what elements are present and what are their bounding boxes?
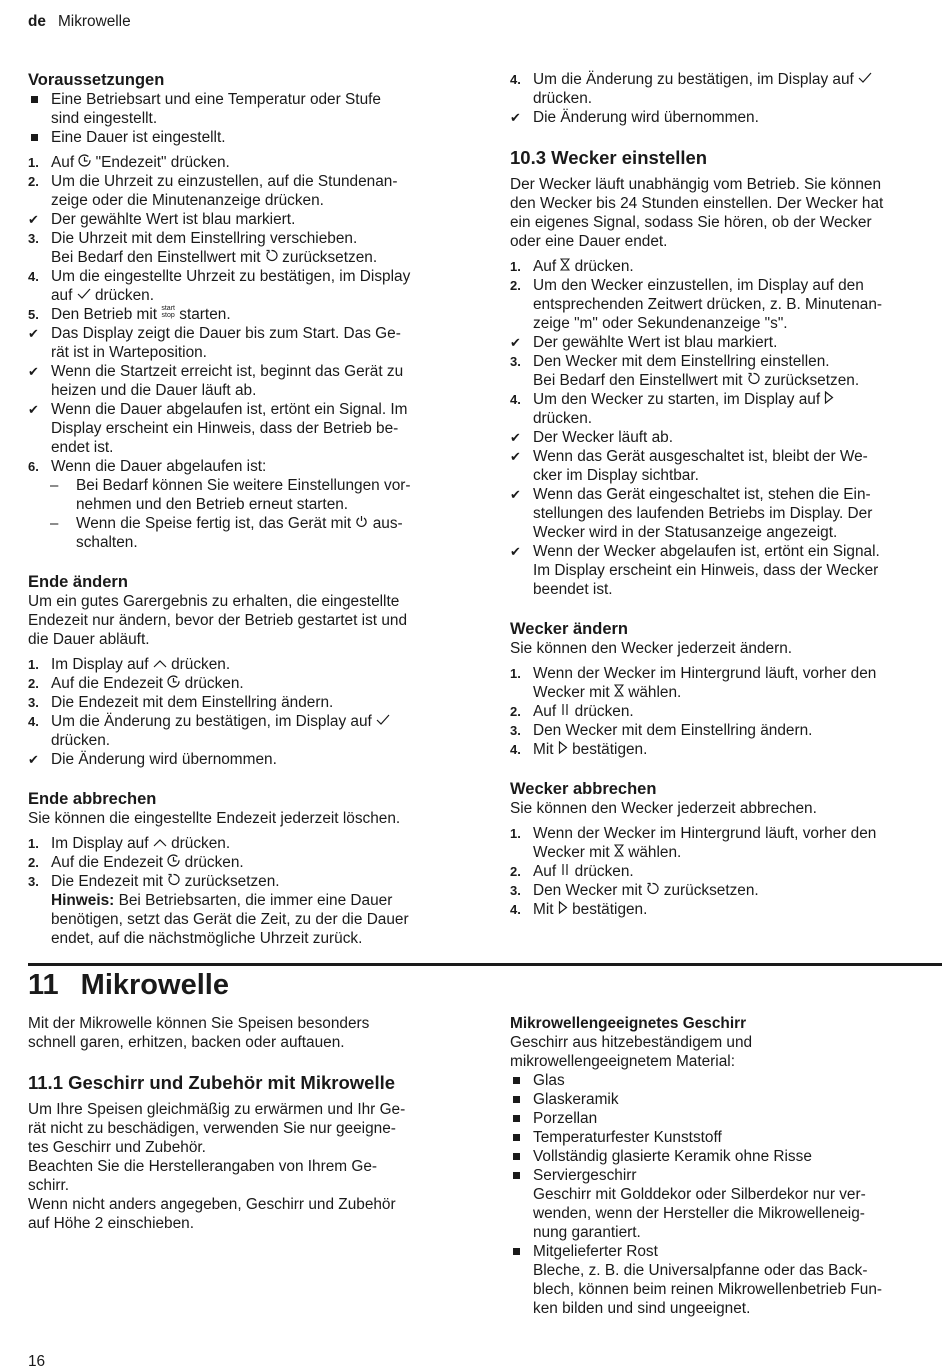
chevron-up-icon	[153, 836, 167, 850]
step-3: 3. Die Endezeit mit zurücksetzen.	[28, 873, 280, 890]
paragraph: Der Wecker läuft unabhängig vom Betrieb. Sie können den Wecker bis 24 Stunden einstellen. Der Wecker hat ein eigenes Signal, sodass Sie hören, ob der Wecker oder eine Dauer endet.	[510, 176, 884, 250]
step-4: 4. Mit bestätigen.	[510, 901, 648, 918]
step-3: 3. Den Wecker mit dem Einstellring einstellen. Bei Bedarf den Einstellwert mit zurücksetzen.	[510, 353, 860, 389]
step-1: 1. Im Display auf drücken.	[28, 656, 231, 673]
result-item: ✔ Die Änderung wird übernommen.	[510, 109, 759, 126]
heading-wecker-aendern: Wecker ändern	[510, 620, 628, 638]
section-name: Mikrowelle	[57, 13, 131, 30]
result-item: ✔ Wenn die Dauer abgelaufen ist, ertönt ein Signal. Im Display erscheint ein Hinweis, dass der Betrieb be- endet ist.	[28, 401, 408, 456]
reset-icon	[167, 873, 180, 888]
paragraph: Sie können den Wecker jederzeit ändern.	[510, 640, 793, 657]
reset-icon	[747, 372, 760, 387]
hourglass-icon	[560, 258, 570, 273]
reset-icon	[265, 249, 278, 264]
result-item: ✔ Der Wecker läuft ab.	[510, 429, 673, 446]
step-1: 1. Wenn der Wecker im Hintergrund läuft, vorher den Wecker mit wählen.	[510, 665, 877, 701]
start-stop-icon: start stop	[161, 305, 175, 319]
step-3: 3. Die Endezeit mit dem Einstellring ändern.	[28, 694, 334, 711]
power-icon	[355, 515, 368, 530]
list-item: Vollständig glasierte Keramik ohne Risse	[533, 1148, 812, 1165]
step-3: 3. Den Wecker mit zurücksetzen.	[510, 882, 759, 899]
step-4: 4. Um die eingestellte Uhrzeit zu bestätigen, im Display auf drücken.	[28, 268, 411, 304]
heading-ende-abbrechen: Ende abbrechen	[28, 790, 157, 808]
paragraph: Geschirr aus hitzebeständigem und mikrowellengeeignetem Material:	[510, 1034, 753, 1070]
checkmark-icon	[77, 288, 91, 302]
heading-voraussetzungen: Voraussetzungen	[28, 71, 165, 89]
play-icon	[558, 741, 568, 756]
step-2: 2. Auf die Endezeit drücken.	[28, 675, 244, 692]
hourglass-icon	[614, 684, 624, 699]
result-item: ✔ Wenn der Wecker abgelaufen ist, ertönt ein Signal. Im Display erscheint ein Hinweis, dass der Wecker beendet ist.	[510, 543, 880, 598]
result-item: ✔ Das Display zeigt die Dauer bis zum Start. Das Ge- rät ist in Warteposition.	[28, 325, 401, 361]
result-item: ✔ Der gewählte Wert ist blau markiert.	[510, 334, 778, 351]
checkmark-icon	[376, 714, 390, 728]
right-column-bottom	[510, 1014, 942, 1318]
page-header	[28, 12, 131, 31]
list-item: Temperaturfester Kunststoff	[533, 1129, 722, 1146]
step-1: 1. Auf drücken.	[510, 258, 634, 275]
step-4: 4. Um den Wecker zu starten, im Display auf drücken.	[510, 390, 942, 428]
list-item: Glas	[533, 1072, 565, 1089]
chapter-title: 11 Mikrowelle	[28, 969, 229, 1001]
step-2: 2. Auf drücken.	[510, 863, 634, 880]
result-item: ✔ Wenn das Gerät ausgeschaltet ist, bleibt der We- cker im Display sichtbar.	[510, 448, 868, 484]
page-number: 16	[28, 1353, 46, 1369]
clock-icon	[167, 675, 180, 690]
step-4: 4. Mit bestätigen.	[510, 741, 648, 758]
reset-icon	[646, 882, 659, 897]
heading-wecker-einstellen: 10.3 Wecker einstellen	[510, 147, 708, 168]
left-column-bottom	[28, 1014, 468, 1233]
list-item: Eine Dauer ist eingestellt.	[51, 129, 226, 146]
step-2: 2. Auf drücken.	[510, 703, 634, 720]
chapter-intro: Mit der Mikrowelle können Sie Speisen besonders schnell garen, erhitzen, backen oder auftauen.	[28, 1015, 370, 1051]
paragraph: Um Ihre Speisen gleichmäßig zu erwärmen und Ihr Ge- rät nicht zu beschädigen, verwenden Sie nur geeigne- tes Geschirr und Zubehör. Beachten Sie die Herstellerangaben von Ihrem Ge- schirr. Wenn nicht anders angegeben, Geschirr und Zubehör auf Höhe 2 einschieben.	[28, 1101, 406, 1232]
result-item: ✔ Der gewählte Wert ist blau markiert.	[28, 211, 296, 228]
list-item: Serviergeschirr Geschirr mit Golddekor oder Silberdekor nur ver- wenden, wenn der Hersteller die Mikrowelleneig- nung garantiert.	[533, 1167, 866, 1241]
language-code: de	[28, 13, 46, 30]
step-2: 2. Um den Wecker einzustellen, im Display auf den entsprechenden Zeitwert drücken, z. B. Minutenan- zeige "m" oder Sekundenanzeige "s".	[510, 277, 883, 332]
paragraph: Um ein gutes Garergebnis zu erhalten, die eingestellte Endezeit nur ändern, bevor der Betrieb gestartet ist und die Dauer abläuft.	[28, 593, 408, 648]
heading-ende-aendern: Ende ändern	[28, 573, 128, 591]
chapter-divider	[28, 963, 942, 966]
play-icon	[824, 391, 834, 406]
result-item: ✔ Wenn die Startzeit erreicht ist, beginnt das Gerät zu heizen und die Dauer läuft ab.	[28, 363, 404, 399]
step-4: 4. Um die Änderung zu bestätigen, im Display auf drücken.	[510, 70, 942, 108]
step-2: 2. Um die Uhrzeit zu einzustellen, auf die Stundenan- zeige oder die Minutenanzeige drücken.	[28, 173, 398, 209]
checkmark-icon	[858, 72, 872, 86]
step-6: 6. Wenn die Dauer abgelaufen ist:	[28, 458, 267, 475]
step-1: 1. Im Display auf drücken.	[28, 835, 231, 852]
chevron-up-icon	[153, 657, 167, 671]
step-1: 1. Auf "Endezeit" drücken.	[28, 154, 230, 171]
list-item: Mitgelieferter Rost Bleche, z. B. die Universalpfanne oder das Back- blech, können beim reinen Mikrowellenbetrieb Fun- ken bilden und sind ungeeignet.	[533, 1243, 883, 1317]
sub-item: – Wenn die Speise fertig ist, das Gerät mit aus- schalten.	[50, 515, 403, 551]
right-column-top	[510, 70, 942, 919]
result-item: ✔ Die Änderung wird übernommen.	[28, 751, 277, 768]
step-3: 3. Den Wecker mit dem Einstellring ändern.	[510, 722, 813, 739]
step-5: 5. Den Betrieb mit start stop starten.	[28, 305, 231, 323]
step-4: 4. Um die Änderung zu bestätigen, im Display auf drücken.	[28, 712, 468, 750]
list-item: Eine Betriebsart und eine Temperatur oder Stufe sind eingestellt.	[51, 91, 381, 127]
step-2: 2. Auf die Endezeit drücken.	[28, 854, 244, 871]
heading-wecker-abbrechen: Wecker abbrechen	[510, 780, 657, 798]
paragraph: Sie können die eingestellte Endezeit jederzeit löschen.	[28, 810, 401, 827]
play-icon	[558, 901, 568, 916]
list-item: Glaskeramik	[533, 1091, 619, 1108]
pause-icon	[560, 863, 570, 878]
step-3: 3. Die Uhrzeit mit dem Einstellring verschieben. Bei Bedarf den Einstellwert mit zurücksetzen.	[28, 230, 378, 266]
sub-item: – Bei Bedarf können Sie weitere Einstellungen vor- nehmen und den Betrieb erneut starten.	[50, 477, 411, 513]
pause-icon	[560, 703, 570, 718]
result-item: ✔ Wenn das Gerät eingeschaltet ist, stehen die Ein- stellungen des laufenden Betriebs im Display. Der Wecker wird in der Statusanzeige angezeigt.	[510, 486, 873, 541]
heading-mikrowellengeeignet: Mikrowellengeeignetes Geschirr	[510, 1015, 747, 1032]
hourglass-icon	[614, 844, 624, 859]
heading-geschirr-zubehoer: 11.1 Geschirr und Zubehör mit Mikrowelle	[28, 1072, 396, 1093]
clock-icon	[167, 854, 180, 869]
note: Hinweis: Bei Betriebsarten, die immer eine Dauer benötigen, setzt das Gerät die Zeit, zu der die Dauer endet, auf die nächstmögliche Uhrzeit zurück.	[51, 892, 409, 947]
paragraph: Sie können den Wecker jederzeit abbrechen.	[510, 800, 817, 817]
list-item: Porzellan	[533, 1110, 598, 1127]
left-column-top	[28, 70, 468, 948]
clock-icon	[78, 154, 91, 169]
step-1: 1. Wenn der Wecker im Hintergrund läuft, vorher den Wecker mit wählen.	[510, 825, 877, 861]
